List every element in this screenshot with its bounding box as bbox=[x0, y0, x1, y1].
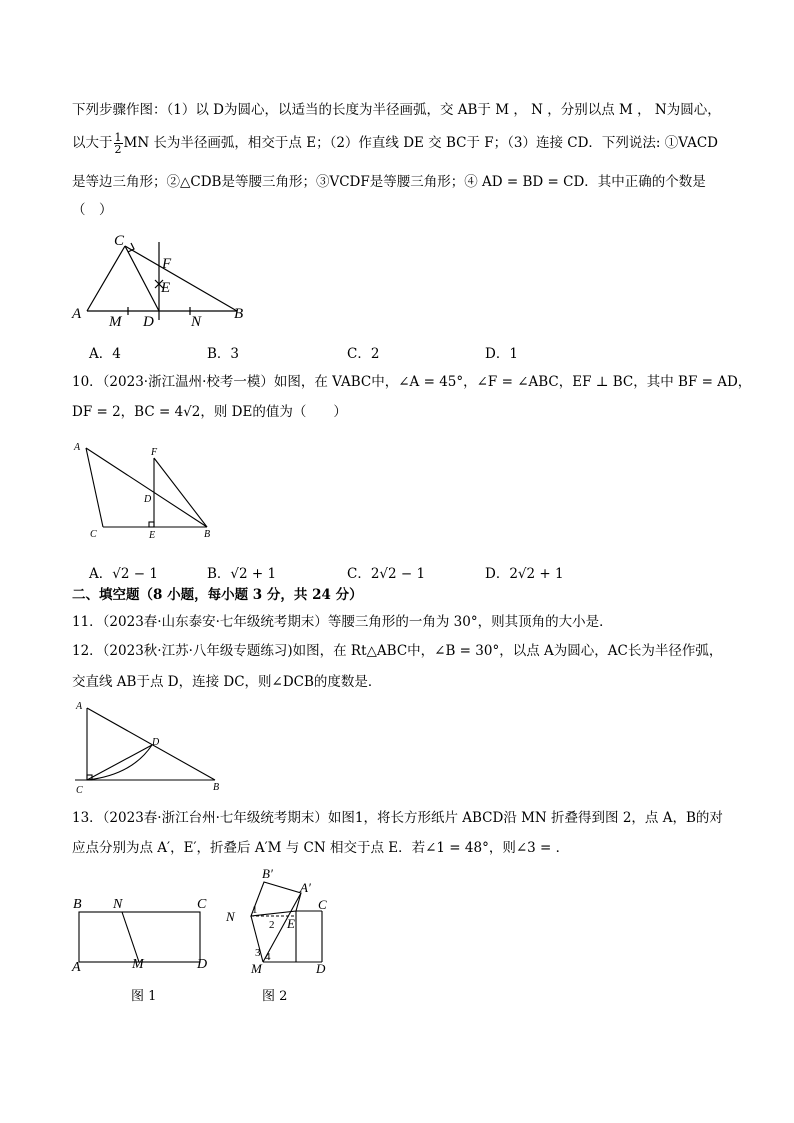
fraction-numerator: 1 bbox=[114, 131, 122, 144]
q12-line2: 交直线 AB于点 D，连接 DC，则∠DCB的度数是． bbox=[72, 674, 382, 690]
q9-line2-pre: 以大于 bbox=[72, 135, 113, 151]
label-f: F bbox=[162, 256, 172, 272]
label-d: D bbox=[316, 961, 326, 976]
q13-line1: 13．（2023春·浙江台州·七年级统考期末）如图1，将长方形纸片 ABCD沿 MN 折叠得到图 2，点 A，B的对 bbox=[72, 810, 723, 826]
label-b: B bbox=[234, 306, 244, 322]
q9-line2-post: MN 长为半径画弧，相交于点 E；（2）作直线 DE 交 BC于 F；（3）连接 CD．下列说法: ①VACD bbox=[123, 135, 718, 151]
q9-option-d[interactable]: D．1 bbox=[485, 346, 518, 362]
label-m: M bbox=[109, 314, 122, 330]
folded-paper-diagram bbox=[224, 866, 354, 978]
label-a: A bbox=[72, 306, 82, 322]
figure-2-caption: 图 2 bbox=[262, 989, 288, 1004]
q10-option-b[interactable]: B．√2 + 1 bbox=[207, 566, 277, 582]
q9-triangle-diagram bbox=[70, 228, 260, 333]
fraction-denominator: 2 bbox=[114, 143, 122, 156]
label-b: B bbox=[204, 529, 211, 540]
label-m: M bbox=[132, 957, 144, 972]
segment-ac bbox=[86, 448, 103, 527]
q10-line2: DF = 2，BC = 4√2，则 DE的值为（ ） bbox=[72, 404, 347, 420]
label-e: E bbox=[149, 530, 156, 541]
folded-flap-b-n bbox=[251, 882, 301, 916]
rectangle-diagram bbox=[66, 888, 216, 978]
label-n: N bbox=[113, 897, 123, 912]
q10-option-d[interactable]: D．2√2 + 1 bbox=[485, 566, 564, 582]
q9-line1: 下列步骤作图：（1）以 D为圆心，以适当的长度为半径画弧，交 AB于 M ， N ，分别以点 M ， N为圆心， bbox=[72, 102, 721, 118]
label-d: D bbox=[144, 494, 152, 505]
label-c: C bbox=[318, 897, 327, 912]
label-m: M bbox=[251, 961, 262, 976]
label-a-prime: A′ bbox=[300, 880, 311, 895]
right-angle-mark bbox=[149, 522, 154, 527]
label-a: A bbox=[74, 442, 81, 453]
label-a: A bbox=[72, 960, 81, 975]
label-c: C bbox=[76, 785, 83, 795]
q13-line2: 应点分别为点 A′，E′，折叠后 A′M 与 CN 相交于点 E．若∠1 = 48°，则∠3 = ． bbox=[72, 840, 570, 856]
label-c: C bbox=[114, 233, 125, 249]
label-c: C bbox=[197, 897, 207, 912]
q9-line2 bbox=[72, 132, 718, 155]
angle-label-1: 1 bbox=[252, 904, 258, 916]
label-n: N bbox=[191, 314, 202, 330]
angle-label-2: 2 bbox=[269, 919, 275, 931]
fold-line-mn bbox=[122, 912, 139, 962]
label-b: B bbox=[73, 897, 82, 912]
label-d: D bbox=[152, 737, 160, 748]
figure-1-caption: 图 1 bbox=[131, 989, 157, 1004]
label-e: E bbox=[287, 916, 295, 931]
q10-line1: 10．（2023·浙江温州·校考一模）如图，在 VABC中，∠A = 45°，∠F = ∠ABC，EF ⊥ BC，其中 BF = AD， bbox=[72, 374, 752, 390]
label-a: A bbox=[76, 701, 83, 712]
q11-line1: 11．（2023春·山东泰安·七年级统考期末）等腰三角形的一角为 30°，则其顶角的大小是． bbox=[72, 614, 613, 630]
label-d: D bbox=[143, 314, 154, 330]
q12-figure bbox=[70, 700, 230, 799]
q9-figure bbox=[70, 228, 260, 337]
segment-ac bbox=[87, 246, 125, 311]
label-e: E bbox=[161, 280, 171, 296]
section-title: 二、填空题（8 小题，每小题 3 分，共 24 分） bbox=[72, 587, 363, 603]
segment-cd bbox=[87, 745, 152, 780]
label-d: D bbox=[197, 957, 208, 972]
q10-option-c[interactable]: C．2√2 − 1 bbox=[347, 566, 426, 582]
q12-triangle-diagram bbox=[70, 700, 230, 795]
label-n: N bbox=[226, 909, 235, 924]
q9-option-a[interactable]: A．4 bbox=[89, 346, 121, 362]
q13-figure-1 bbox=[66, 888, 216, 982]
q9-option-b[interactable]: B．3 bbox=[207, 346, 240, 362]
angle-label-3: 3 bbox=[255, 947, 261, 959]
label-c: C bbox=[90, 529, 97, 540]
q10-option-a[interactable]: A．√2 − 1 bbox=[89, 566, 158, 582]
q9-line3: 是等边三角形；②△CDB是等腰三角形；③VCDF是等腰三角形；④ AD = BD = CD．其中正确的个数是 bbox=[72, 174, 706, 190]
q9-option-c[interactable]: C．2 bbox=[347, 346, 380, 362]
half-fraction bbox=[114, 132, 123, 155]
q13-figure-2 bbox=[224, 866, 354, 982]
rectangle-abcd bbox=[79, 912, 200, 962]
angle-label-4: 4 bbox=[265, 951, 271, 963]
q10-triangle-diagram bbox=[70, 438, 220, 543]
label-b-prime: B′ bbox=[262, 866, 273, 881]
segment-ab bbox=[86, 448, 207, 527]
label-f: F bbox=[151, 447, 158, 458]
q10-figure bbox=[70, 438, 220, 547]
segment-fb bbox=[154, 458, 207, 527]
q12-line1: 12．（2023秋·江苏·八年级专题练习)如图，在 Rt△ABC中，∠B = 30°，以点 A为圆心，AC长为半径作弧， bbox=[72, 643, 723, 659]
q9-line4: （ ） bbox=[72, 202, 113, 218]
label-b: B bbox=[213, 782, 220, 793]
